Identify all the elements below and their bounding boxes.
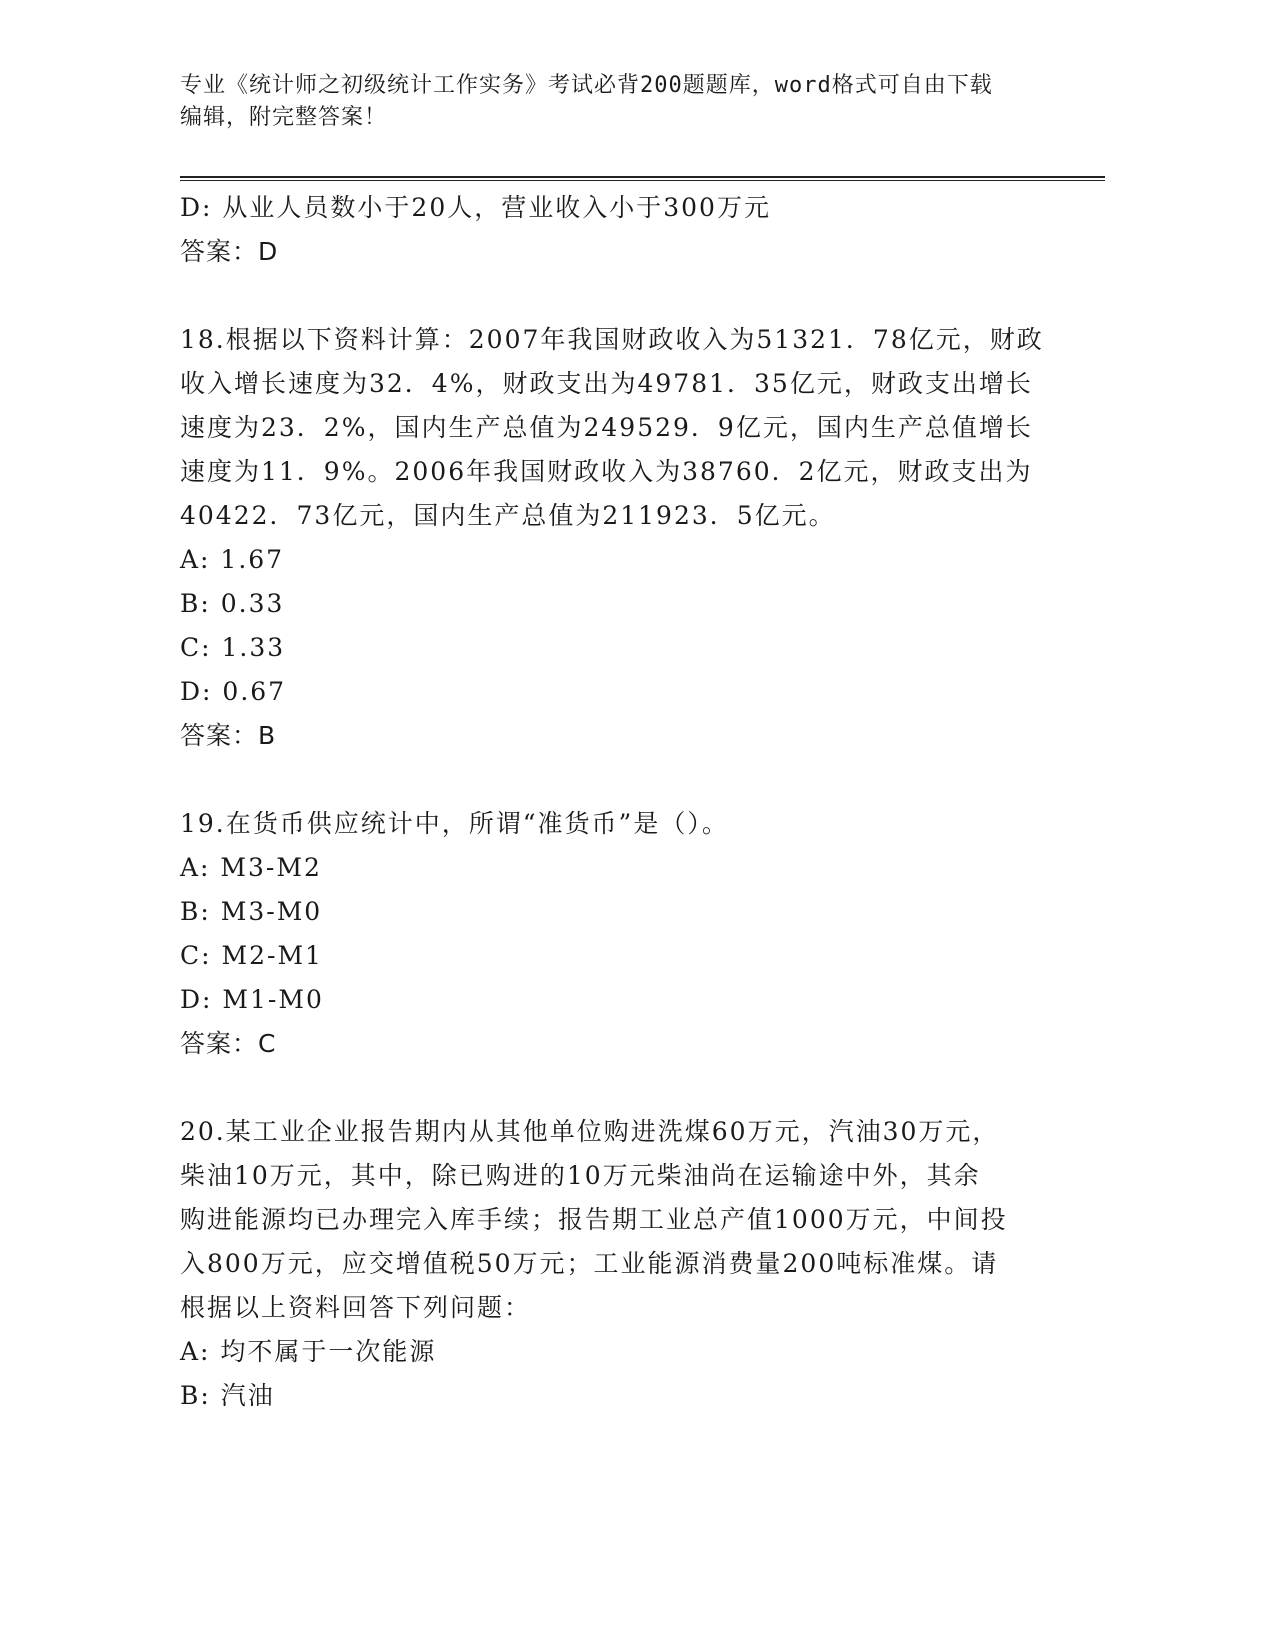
- question-17-tail: [180, 186, 1060, 274]
- header-divider: [180, 176, 1105, 181]
- spacer: [180, 758, 1060, 802]
- q18-stem-line: 18.根据以下资料计算：2007年我国财政收入为51321．78亿元，财政: [180, 325, 1044, 354]
- q18-option-b: B: 0.33: [180, 589, 285, 618]
- q19-option-a: A: M3-M2: [180, 853, 322, 882]
- header-title-line-1: 专业《统计师之初级统计工作实务》考试必背200题题库，word格式可自由下载: [180, 73, 993, 98]
- q17-option-d: D: 从业人员数小于20人，营业收入小于300万元: [180, 193, 771, 222]
- q20-stem-line: 购进能源均已办理完入库手续；报告期工业总产值1000万元，中间投: [180, 1205, 1008, 1234]
- spacer: [180, 274, 1060, 318]
- q18-stem-line: 40422．73亿元，国内生产总值为211923．5亿元。: [180, 501, 836, 530]
- q17-answer: 答案：D: [180, 237, 279, 266]
- q18-option-a: A: 1.67: [180, 545, 285, 574]
- q19-option-c: C: M2-M1: [180, 941, 323, 970]
- header-title-line-2: 编辑，附完整答案！: [180, 105, 388, 130]
- q19-stem-line: 19.在货币供应统计中，所谓“准货币”是（）。: [180, 809, 729, 838]
- q18-answer: 答案：B: [180, 721, 277, 750]
- q18-stem-line: 速度为11．9%。2006年我国财政收入为38760．2亿元，财政支出为: [180, 457, 1033, 486]
- q19-option-b: B: M3-M0: [180, 897, 323, 926]
- q19-option-d: D: M1-M0: [180, 985, 324, 1014]
- q18-option-d: D: 0.67: [180, 677, 287, 706]
- page-header: [180, 70, 1060, 134]
- q18-stem-line: 速度为23．2%，国内生产总值为249529．9亿元，国内生产总值增长: [180, 413, 1033, 442]
- q20-stem-line: 入800万元，应交增值税50万元；工业能源消费量200吨标准煤。请: [180, 1249, 999, 1278]
- spacer: [180, 1066, 1060, 1110]
- q18-option-c: C: 1.33: [180, 633, 286, 662]
- question-18: [180, 318, 1060, 758]
- question-19: [180, 802, 1060, 1066]
- q20-option-b: B: 汽油: [180, 1381, 275, 1410]
- q19-answer: 答案：C: [180, 1029, 277, 1058]
- question-20: [180, 1110, 1060, 1418]
- q20-stem-line: 20.某工业企业报告期内从其他单位购进洗煤60万元，汽油30万元，: [180, 1117, 1000, 1146]
- q18-stem-line: 收入增长速度为32．4%，财政支出为49781．35亿元，财政支出增长: [180, 369, 1033, 398]
- q20-option-a: A: 均不属于一次能源: [180, 1337, 437, 1366]
- document-body: [180, 186, 1060, 1418]
- q20-stem-line: 柴油10万元，其中，除已购进的10万元柴油尚在运输途中外，其余: [180, 1161, 981, 1190]
- q20-stem-line: 根据以上资料回答下列问题：: [180, 1293, 532, 1322]
